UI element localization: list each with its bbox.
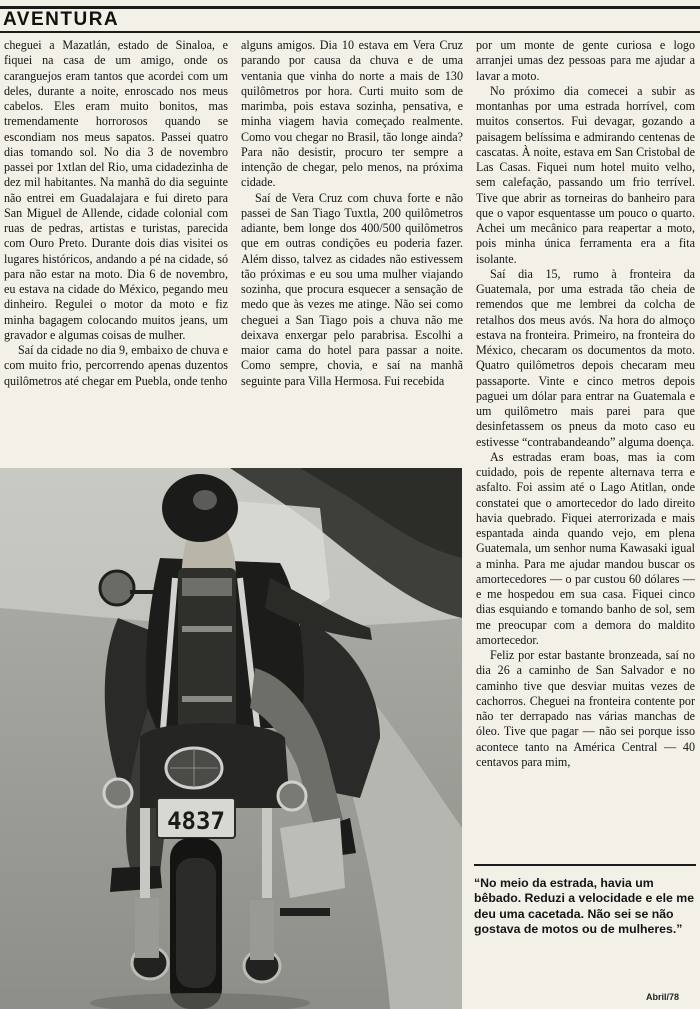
header-bottom-rule <box>0 31 700 33</box>
license-plate-text: 4837 <box>167 807 225 835</box>
paragraph: cheguei a Mazatlán, estado de Sinaloa, e fiquei na casa de um amigo, onde os caranguejos eram tantos que acordei com um deles, durante a noite, enroscado nos meus cabelos. Eles eram muito bonitos, mas tremendamente horrorosos quando se escondiam nos meus sapatos. Passei quatro dias tomando sol. No dia 3 de novembro passei por 1xtlan del Rio, uma cidadezinha de dez mil habitantes. Na manhã do dia seguinte não entrei em Guadalajara e fui direto para San Miguel de Allende, cidade colonial com ruas de pedras, artistas e turistas, parecida com Ouro Preto. Durante dois dias visitei os lugares históricos, andando a pé na cidade, só para não estar na moto. Dia 6 de novembro, eu estava na cidade do México, pegando meu dinheiro. Regulei o motor da moto e fiz minha bagagem colocando muitos jeans, um gravador e algumas coisas de mulher. <box>4 38 228 342</box>
paragraph: No próximo dia comecei a subir as montanhas por uma estrada horrível, com muitos consertos. Fui devagar, gozando a paisagem belíssima e admirando centenas de cascatas. À noite, estava em San Cristobal de Las Casas. Fiquei num hotel muito velho, sem calefação, passando um frio terrível. Tive que abrir as torneiras do banheiro para que o vapor esquentasse um pouco o quarto. Achei um mecânico para reapertar a moto, pois minha única ferramenta era a fita isolante. <box>476 83 695 266</box>
page-folio: Abril/78 <box>646 992 680 1002</box>
paragraph: As estradas eram boas, mas ia com cuidado, pois de repente alternava terra e asfalto. Foi assim até o Lago Atitlan, onde constatei que o amortecedor do lado direito havia quebrado. Fiquei aterrorizada e mais espantada ainda quando vejo, em plena Guatemala, um senhor numa Kawasaki igual a minha. Para me ajudar mandou buscar os amortecedores — o par custou 60 dólares — e me hospedou em sua casa. Fiquei cinco dias esquiando e tomando banho de sol, sem me preocupar com a demora do maldito amortecedor. <box>476 449 695 647</box>
pull-quote-text: “No meio da estrada, havia um bêbado. Reduzi a velocidade e ele me deu uma cacetada. Não sei se não gostava de motos ou de mulheres.” <box>474 876 695 936</box>
paragraph: Saí de Vera Cruz com chuva forte e não passei de San Tiago Tuxtla, 200 quilômetros adiante, bem longe dos 400/500 quilômetros que em outras condições eu poderia fazer. Além disso, talvez as cidades não estivessem tão próximas e eu sou uma mulher viajando sozinha, que procura esquecer a sensação de medo que às vezes me atinge. Não sei como cheguei a San Tiago pois a chuva não me deixava enxergar pelo parabrisa. Escolhi a maior cama do hotel para passar a noite. Como sempre, chovia, e saí na manhã seguinte para Villa Hermosa. Fui recebida <box>241 190 463 388</box>
pull-quote <box>474 864 696 937</box>
section-title: AVENTURA <box>3 9 120 30</box>
text-column-1 <box>4 38 228 389</box>
page-header <box>0 0 700 34</box>
paragraph: Saí dia 15, rumo à fronteira da Guatemala, por uma estrada tão cheia de remendos que me lembrei da colcha de retalhos dos meus avós. Na hora do almoço estava na fronteira. Primeiro, na fronteira do México, checaram os documentos da moto. Quatro quilômetros depois checaram meu passaporte. Vinte e cinco metros depois paguei um dólar para entrar na Guatemala e um quilômetro mais parei para que desinfetassem os pneus da moto caso eu estivesse “contrabandeando” alguma doença. <box>476 266 695 449</box>
paragraph: Saí da cidade no dia 9, embaixo de chuva e com muito frio, percorrendo apenas duzentos quilômetros até chegar em Puebla, onde tenho <box>4 343 228 388</box>
motorcycle-photo <box>0 468 462 1009</box>
text-column-3 <box>476 38 695 770</box>
paragraph: por um monte de gente curiosa e logo arranjei umas dez pessoas para me ajudar a lavar a moto. <box>476 38 695 83</box>
text-column-2 <box>241 38 463 389</box>
paragraph: Feliz por estar bastante bronzeada, saí no dia 26 a caminho de San Salvador e no caminho tive que desviar muitas vezes de cachorros. Cheguei na fronteira contente por não ter derrapado nas várias manchas de óleo. Tive que pagar — não sei porque isso acontece tanto na América Central — 40 centavos para mim, <box>476 648 695 769</box>
paragraph: alguns amigos. Dia 10 estava em Vera Cruz parando por causa da chuva e de uma ventania que vinha do norte a mais de 130 quilômetros por hora. Curti muito som de marimba, pois estava sozinha, pensativa, e minha viagem havia começado realmente. Como vou chegar no Brasil, tão longe ainda? Para não desistir, procuro ter sempre a intenção de chegar, pelo menos, na próxima cidade. <box>241 38 463 190</box>
